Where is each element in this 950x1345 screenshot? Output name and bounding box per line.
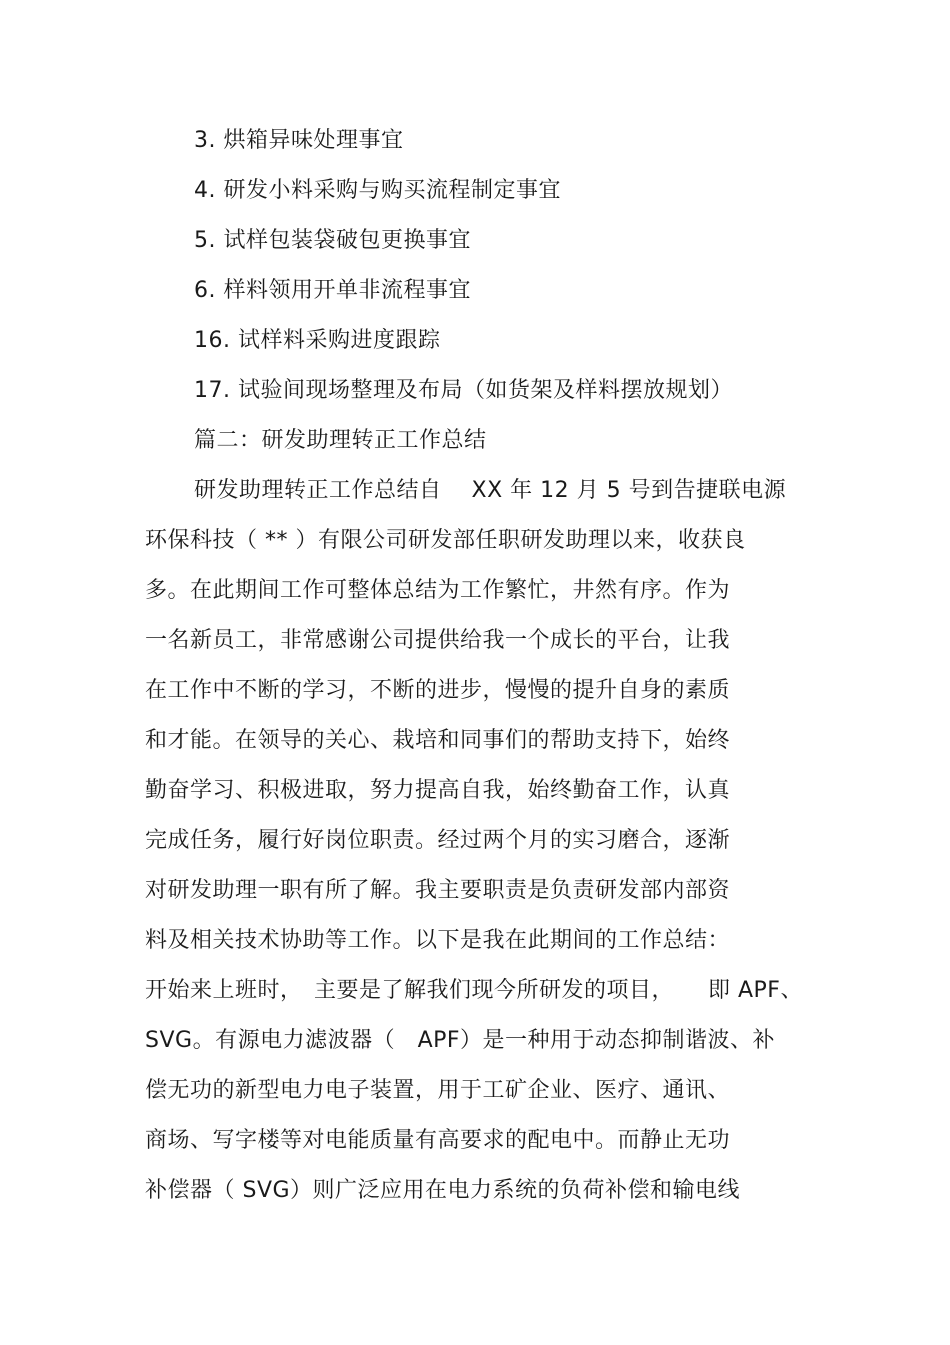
paragraph-line: SVG。有源电力滤波器（ APF）是一种用于动态抑制谐波、补 [145,1028,776,1053]
paragraph-line: 多。在此期间工作可整体总结为工作繁忙，井然有序。作为 [145,578,731,603]
section-heading: 篇二：研发助理转正工作总结 [194,428,487,453]
paragraph-line: 勤奋学习、积极进取，努力提高自我，始终勤奋工作，认真 [145,778,731,803]
list-item: 3. 烘箱异味处理事宜 [194,128,404,153]
paragraph-line: 完成任务，履行好岗位职责。经过两个月的实习磨合，逐渐 [145,828,731,853]
list-item: 6. 样料领用开单非流程事宜 [194,278,471,303]
paragraph-line: 偿无功的新型电力电子装置，用于工矿企业、医疗、通讯、 [145,1078,731,1103]
paragraph-line: 在工作中不断的学习，不断的进步，慢慢的提升自身的素质 [145,678,731,703]
list-item: 5. 试样包装袋破包更换事宜 [194,228,471,253]
paragraph-line: 商场、写字楼等对电能质量有高要求的配电中。而静止无功 [145,1128,731,1153]
list-item: 16. 试样料采购进度跟踪 [194,328,441,353]
paragraph-line: 环保科技（ ** ）有限公司研发部任职研发助理以来，收获良 [145,528,746,553]
list-item: 4. 研发小料采购与购买流程制定事宜 [194,178,561,203]
paragraph-line: 研发助理转正工作总结自 XX 年 12 月 5 号到告捷联电源 [194,478,787,503]
paragraph-line: 开始来上班时， 主要是了解我们现今所研发的项目， 即 APF、 [145,978,803,1003]
paragraph-line: 补偿器（ SVG）则广泛应用在电力系统的负荷补偿和输电线 [145,1178,741,1203]
paragraph-line: 料及相关技术协助等工作。以下是我在此期间的工作总结： [145,928,731,953]
list-item: 17. 试验间现场整理及布局（如货架及样料摆放规划） [194,378,733,403]
paragraph-line: 一名新员工，非常感谢公司提供给我一个成长的平台，让我 [145,628,731,653]
paragraph-line: 和才能。在领导的关心、栽培和同事们的帮助支持下，始终 [145,728,731,753]
paragraph-line: 对研发助理一职有所了解。我主要职责是负责研发部内部资 [145,878,731,903]
